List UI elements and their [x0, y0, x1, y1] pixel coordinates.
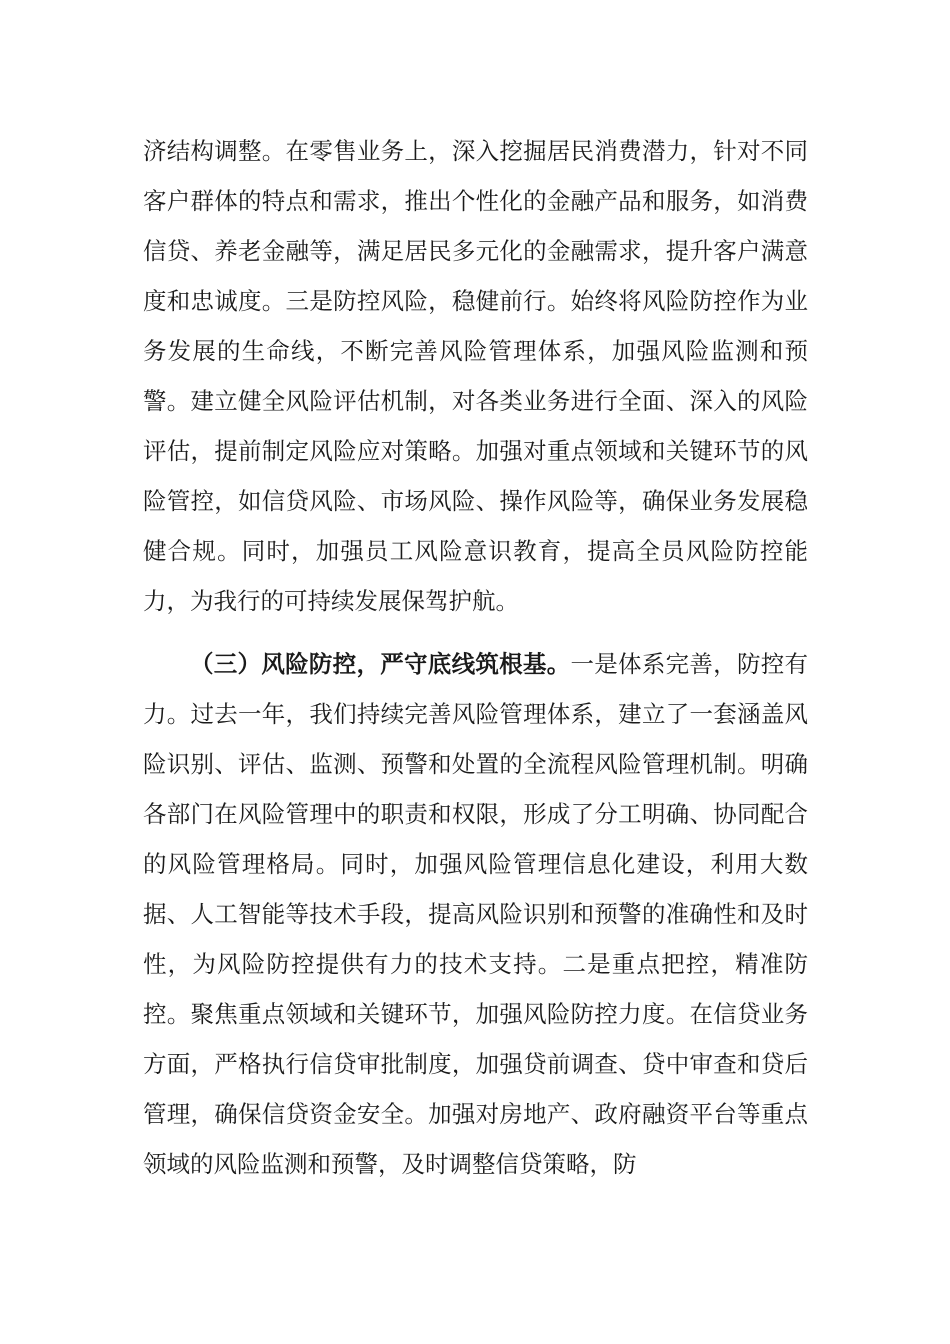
document-body — [143, 126, 808, 1189]
section-heading: （三）风险防控，严守底线筑根基。 — [190, 650, 571, 678]
section-body: 一是体系完善，防控有力。过去一年，我们持续完善风险管理体系，建立了一套涵盖风险识别、评估、监测、预警和处置的全流程风险管理机制。明确各部门在风险管理中的职责和权限，形成了分工明确、协同配合的风险管理格局。同时，加强风险管理信息化建设，利用大数据、人工智能等技术手段，提高风险识别和预警的准确性和及时性，为风险防控提供有力的技术支持。二是重点把控，精准防控。聚焦重点领域和关键环节，加强风险防控力度。在信贷业务方面，严格执行信贷审批制度，加强贷前调查、贷中审查和贷后管理，确保信贷资金安全。加强对房地产、政府融资平台等重点领域的风险监测和预警，及时调整信贷策略，防 — [143, 650, 809, 1178]
paragraph-continuation: 济结构调整。在零售业务上，深入挖掘居民消费潜力，针对不同客户群体的特点和需求，推出个性化的金融产品和服务，如消费信贷、养老金融等，满足居民多元化的金融需求，提升客户满意度和忠诚度。三是防控风险，稳健前行。始终将风险防控作为业务发展的生命线，不断完善风险管理体系，加强风险监测和预警。建立健全风险评估机制，对各类业务进行全面、深入的风险评估，提前制定风险应对策略。加强对重点领域和关键环节的风险管控，如信贷风险、市场风险、操作风险等，确保业务发展稳健合规。同时，加强员工风险意识教育，提高全员风险防控能力，为我行的可持续发展保驾护航。 — [143, 137, 808, 615]
paragraph-section-three — [143, 639, 808, 1189]
